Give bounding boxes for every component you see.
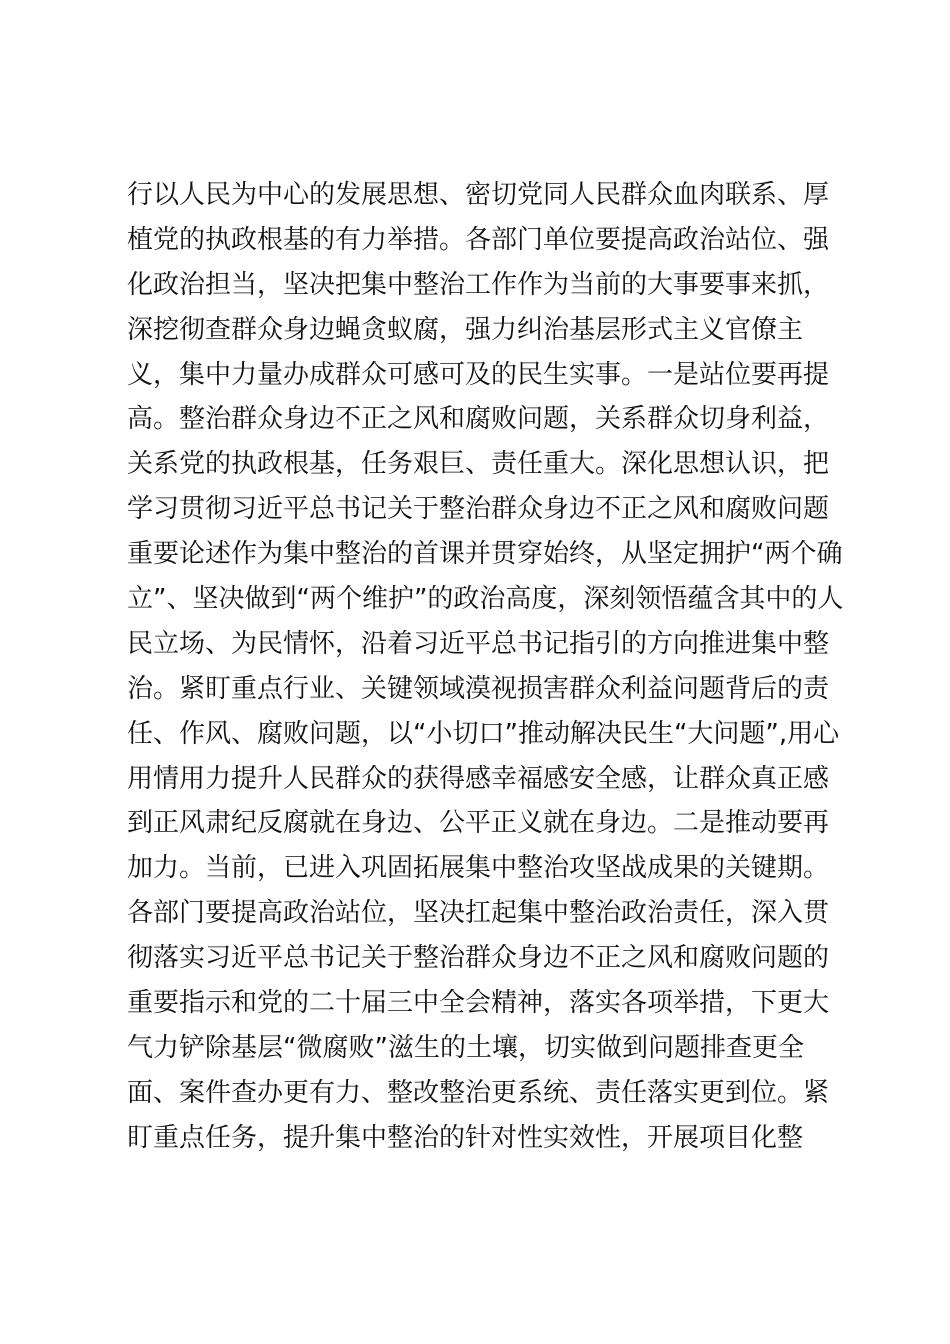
text-line: 行以人民为中心的发展思想、密切党同人民群众血肉联系、厚 xyxy=(127,180,830,210)
text-line: 到正风肃纪反腐就在身边、公平正义就在身边。二是推动要再 xyxy=(127,808,830,839)
text-line: 深挖彻查群众身边蝇贪蚁腐，强力纠治基层形式主义官僚主 xyxy=(127,314,804,345)
text-line: 任、作风、腐败问题，以“小切口”推动解决民生“大问题”,用心 xyxy=(127,718,840,749)
text-line: 加力。当前，已进入巩固拓展集中整治攻坚战成果的关键期。 xyxy=(127,853,830,884)
body-text xyxy=(127,173,847,1161)
text-line: 盯重点任务，提升集中整治的针对性实效性，开展项目化整 xyxy=(127,1122,804,1153)
text-line: 重要论述作为集中整治的首课并贯穿始终，从坚定拥护“两个确 xyxy=(127,539,843,570)
text-line: 彻落实习近平总书记关于整治群众身边不正之风和腐败问题的 xyxy=(127,943,830,974)
text-line: 气力铲除基层“微腐败”滋生的土壤，切实做到问题排查更全 xyxy=(127,1032,804,1063)
text-line: 化政治担当，坚决把集中整治工作作为当前的大事要事来抓， xyxy=(127,269,830,300)
text-line: 治。紧盯重点行业、关键领域漠视损害群众利益问题背后的责 xyxy=(127,673,830,704)
text-line: 高。整治群众身边不正之风和腐败问题，关系群众切身利益， xyxy=(127,404,830,435)
text-line: 关系党的执政根基，任务艰巨、责任重大。深化思想认识，把 xyxy=(127,449,830,480)
text-line: 义，集中力量办成群众可感可及的民生实事。一是站位要再提 xyxy=(127,359,830,390)
text-line: 各部门要提高政治站位，坚决扛起集中整治政治责任，深入贯 xyxy=(127,898,830,929)
text-line: 用情用力提升人民群众的获得感幸福感安全感，让群众真正感 xyxy=(127,763,830,794)
text-line: 立”、坚决做到“两个维护”的政治高度，深刻领悟蕴含其中的人 xyxy=(127,584,844,615)
text-line: 民立场、为民情怀，沿着习近平总书记指引的方向推进集中整 xyxy=(127,628,830,659)
text-line: 学习贯彻习近平总书记关于整治群众身边不正之风和腐败问题 xyxy=(127,494,830,525)
text-line: 植党的执政根基的有力举措。各部门单位要提高政治站位、强 xyxy=(127,224,830,255)
text-line: 重要指示和党的二十届三中全会精神，落实各项举措，下更大 xyxy=(127,988,830,1019)
text-line: 面、案件查办更有力、整改整治更系统、责任落实更到位。紧 xyxy=(127,1077,830,1108)
